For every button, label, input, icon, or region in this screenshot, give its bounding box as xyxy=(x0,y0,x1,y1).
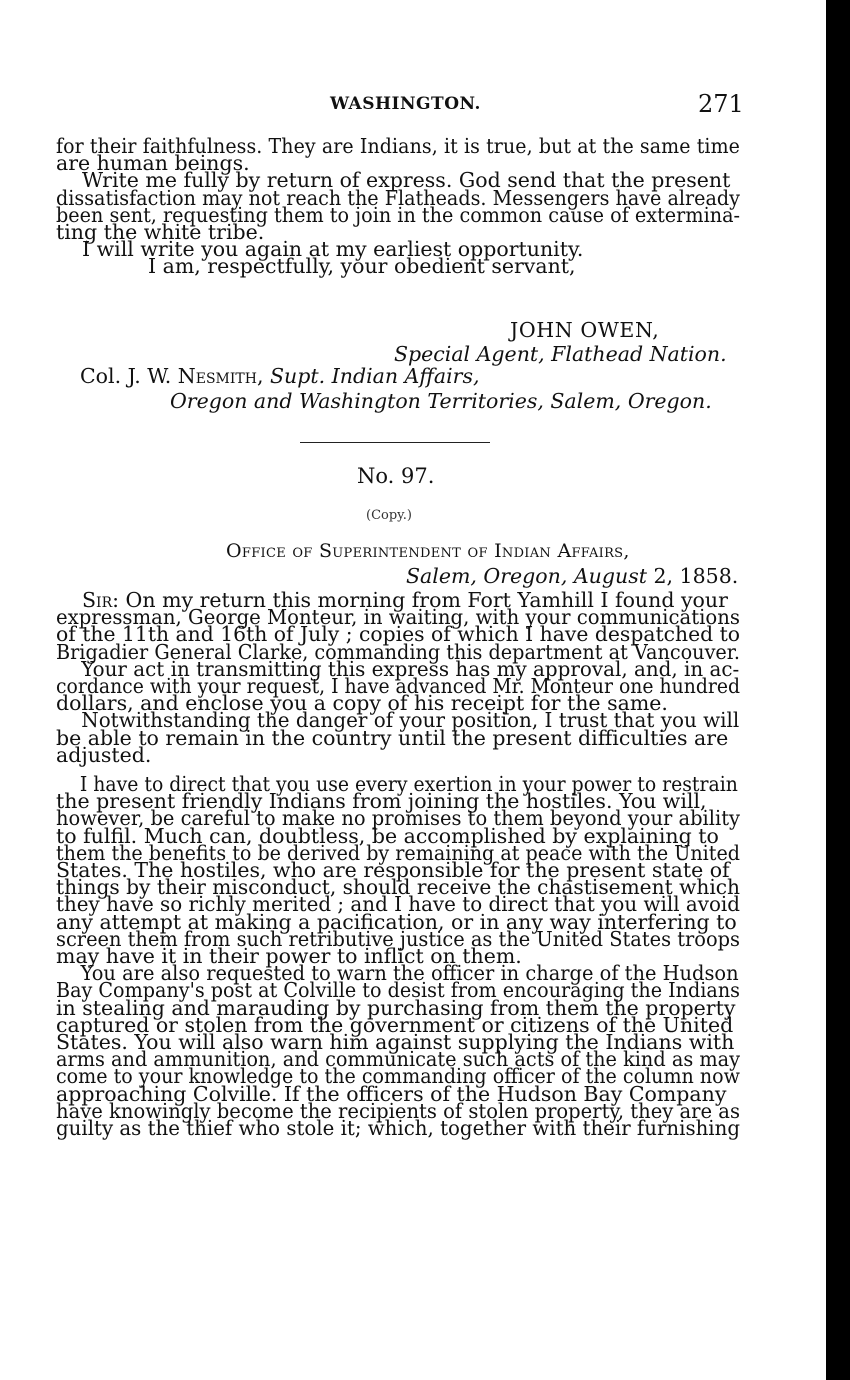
text-line: Brigadier General Clarke, commanding this department at Vancouver. xyxy=(56,639,740,664)
text-line-part: : On my return this morning from Fort Yamhill I found your xyxy=(112,588,728,612)
page-number: 271 xyxy=(698,90,744,118)
letter-body xyxy=(56,588,741,1141)
text-line: come to your knowledge to the commanding officer of the column now xyxy=(56,1064,740,1089)
text-line: You are also requested to warn the officer in charge of the Hudson xyxy=(80,961,739,986)
text-line: I will write you again at my earliest opportunity. xyxy=(82,237,584,262)
addressee-prefix: Col. J. W. xyxy=(80,364,178,388)
salutation: Sir xyxy=(82,588,113,612)
text-line: may have it in their power to inflict on them. xyxy=(56,944,522,969)
text-line: States. The hostiles, who are responsible for the present state of xyxy=(56,858,730,883)
addressee-place: Oregon and Washington Territories, Salem, Oregon. xyxy=(170,389,712,413)
text-line: dissatisfaction may not reach the Flatheads. Messengers have already xyxy=(56,185,741,210)
text-line: guilty as the thief who stole it; which, together with their furnishing xyxy=(56,1116,741,1141)
text-line: approaching Colville. If the officers of the Hudson Bay Company xyxy=(56,1081,727,1106)
text-line: in stealing and marauding by purchasing from them the property xyxy=(56,995,736,1020)
place-date xyxy=(406,564,738,588)
document-number: No. 97. xyxy=(357,464,435,488)
text-line: however, be careful to make no promises to them beyond your ability xyxy=(56,806,741,831)
text-line: expressman, George Monteur, in waiting, with your communications xyxy=(56,605,740,630)
addressee-role: Supt. Indian Affairs, xyxy=(263,364,480,388)
running-title: WASHINGTON. xyxy=(330,94,481,114)
text-line: them the benefits to be derived by remaining at peace with the United xyxy=(56,840,740,865)
text-line: ting the white tribe. xyxy=(56,220,265,245)
text-line: States. You will also warn him against supplying the Indians with xyxy=(56,1030,735,1055)
place-date-rest: 2, 1858. xyxy=(646,564,739,588)
text-line: Bay Company's post at Colville to desist from encouraging the Indians xyxy=(56,978,740,1003)
text-line: to fulfil. Much can, doubtless, be accomplished by explaining to xyxy=(56,823,719,848)
text-line: captured or stolen from the government or citizens of the United xyxy=(56,1012,734,1037)
text-line: adjusted. xyxy=(56,742,152,767)
text-line: be able to remain in the country until the present difficulties are xyxy=(56,725,729,750)
text-line: dollars, and enclose you a copy of his receipt for the same. xyxy=(56,691,668,716)
text-line: cordance with your request, I have advanced Mr. Monteur one hundred xyxy=(56,674,740,699)
text-line: things by their misconduct, should receive the chastisement which xyxy=(56,875,741,900)
text-line: they have so richly merited ; and I have to direct that you will avoid xyxy=(56,892,740,917)
text-line: are human beings. xyxy=(56,151,250,176)
closing-line: I am, respectfully, your obedient servant, xyxy=(148,254,576,279)
copy-note: (Copy.) xyxy=(366,508,412,523)
text-line: Notwithstanding the danger of your position, I trust that you will xyxy=(81,708,740,733)
scan-dark-edge xyxy=(826,0,850,1380)
text-line: for their faithfulness. They are Indians, it is true, but at the same time xyxy=(56,134,740,158)
text-line: have knowingly become the recipients of stolen property, they are as xyxy=(56,1098,740,1123)
text-line: been sent, requesting them to join in the common cause of extermina- xyxy=(56,202,741,227)
signature-title: Special Agent, Flathead Nation. xyxy=(394,342,727,366)
text-line: Your act in transmitting this express has my approval, and, in ac- xyxy=(81,656,740,681)
addressee-name: Nesmith, xyxy=(177,364,264,388)
text-line: I have to direct that you use every exertion in your power to restrain xyxy=(79,772,738,797)
addressee-line xyxy=(80,364,480,388)
text-line: the present friendly Indians from joining the hostiles. You will, xyxy=(56,789,707,814)
text-line: of the 11th and 16th of July ; copies of which I have despatched to xyxy=(56,622,740,647)
section-divider xyxy=(300,442,490,443)
text-line: arms and ammunition, and communicate such acts of the kind as may xyxy=(56,1047,741,1072)
letter-continuation xyxy=(56,134,741,279)
text-line: screen them from such retributive justice as the United States troops xyxy=(56,926,740,951)
place-date-italic: Salem, Oregon, August xyxy=(406,564,647,588)
signature-name: JOHN OWEN, xyxy=(510,318,660,342)
text-line: any attempt at making a pacification, or in any way interfering to xyxy=(56,909,737,934)
text-line: Write me fully by return of express. God send that the present xyxy=(82,168,731,193)
office-heading: Office of Superintendent of Indian Affairs, xyxy=(226,540,630,562)
